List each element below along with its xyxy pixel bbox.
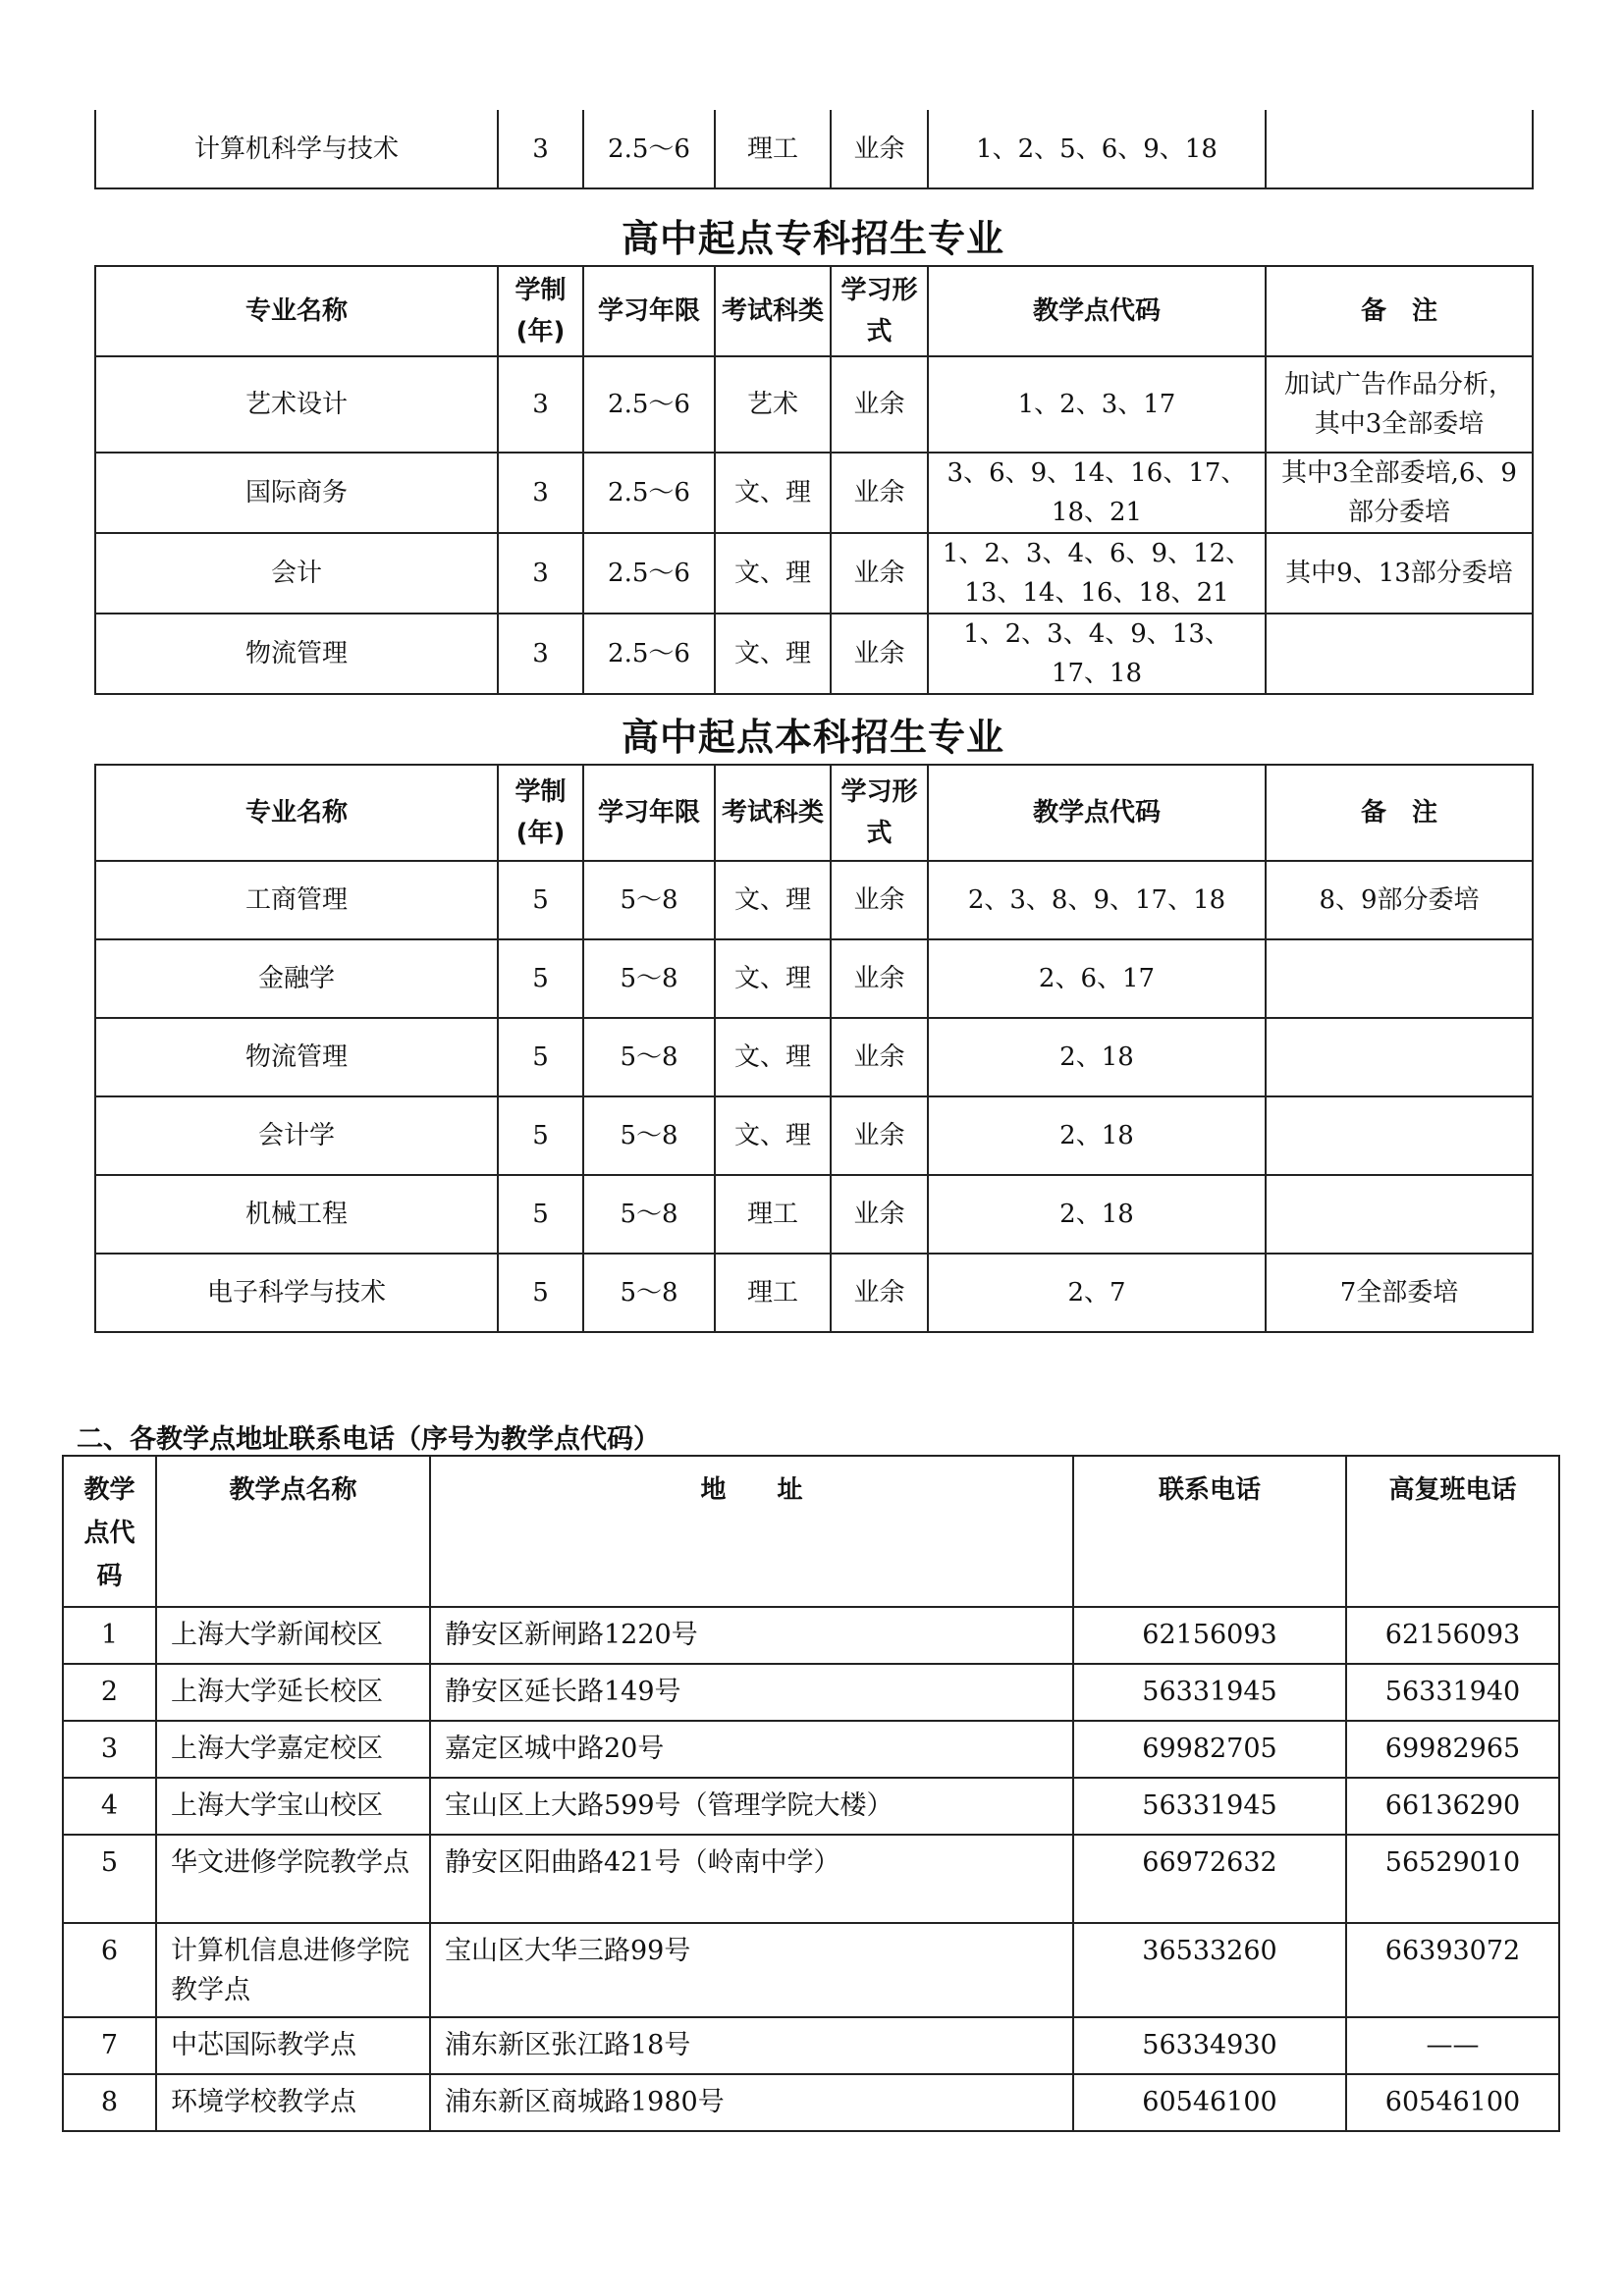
major-name: 艺术设计 <box>95 356 498 453</box>
major-form: 业余 <box>831 110 928 188</box>
table-row <box>63 2017 1559 2074</box>
major-codes: 2、18 <box>928 1096 1266 1175</box>
header-site-phone: 联系电话 <box>1073 1456 1346 1607</box>
site-code: 7 <box>63 2017 156 2074</box>
major-years: 5 <box>498 939 583 1018</box>
site-name: 华文进修学院教学点 <box>156 1835 430 1923</box>
major-codes: 1、2、3、4、6、9、12、13、14、16、18、21 <box>928 533 1266 614</box>
major-years: 3 <box>498 453 583 533</box>
table-header-row <box>63 1456 1559 1607</box>
major-years: 5 <box>498 1096 583 1175</box>
major-name: 物流管理 <box>95 1018 498 1096</box>
major-name: 物流管理 <box>95 614 498 694</box>
major-name: 电子科学与技术 <box>95 1254 498 1332</box>
site-fuxi-phone: 62156093 <box>1346 1607 1559 1664</box>
header-site-address: 地 址 <box>430 1456 1073 1607</box>
site-address: 静安区新闸路1220号 <box>430 1607 1073 1664</box>
major-note: 其中3全部委培,6、9部分委培 <box>1266 453 1533 533</box>
major-name: 金融学 <box>95 939 498 1018</box>
header-form: 学习形式 <box>831 266 928 356</box>
major-exam: 艺术 <box>715 356 831 453</box>
table-row <box>63 1778 1559 1835</box>
major-note: 加试广告作品分析，其中3全部委培 <box>1266 356 1533 453</box>
site-fuxi-phone: 56529010 <box>1346 1835 1559 1923</box>
site-address: 浦东新区张江路18号 <box>430 2017 1073 2074</box>
major-codes: 1、2、5、6、9、18 <box>928 110 1266 188</box>
site-phone: 69982705 <box>1073 1721 1346 1778</box>
major-form: 业余 <box>831 1096 928 1175</box>
site-fuxi-phone: 66136290 <box>1346 1778 1559 1835</box>
major-exam: 文、理 <box>715 533 831 614</box>
site-code: 2 <box>63 1664 156 1721</box>
site-phone: 66972632 <box>1073 1835 1346 1923</box>
table-row <box>95 533 1533 614</box>
table-header-row <box>95 266 1533 356</box>
zhuanke-title: 高中起点专科招生专业 <box>621 217 1004 260</box>
table-row <box>95 1096 1533 1175</box>
header-site-code-text: 教学点代码 <box>83 1475 135 1591</box>
header-codes: 教学点代码 <box>928 266 1266 356</box>
major-note <box>1266 110 1533 188</box>
site-phone: 56331945 <box>1073 1664 1346 1721</box>
major-duration: 2.5～6 <box>583 110 715 188</box>
table-header-row <box>95 765 1533 861</box>
site-phone: 36533260 <box>1073 1923 1346 2017</box>
table-row <box>63 1607 1559 1664</box>
major-exam: 文、理 <box>715 861 831 939</box>
header-codes: 教学点代码 <box>928 765 1266 861</box>
table-row <box>95 861 1533 939</box>
major-form: 业余 <box>831 1175 928 1254</box>
site-fuxi-phone: —— <box>1346 2017 1559 2074</box>
table-row <box>63 1835 1559 1923</box>
table-row <box>63 1721 1559 1778</box>
major-duration: 5～8 <box>583 939 715 1018</box>
site-phone: 60546100 <box>1073 2074 1346 2131</box>
header-site-name: 教学点名称 <box>156 1456 430 1607</box>
major-duration: 5～8 <box>583 1096 715 1175</box>
major-exam: 文、理 <box>715 939 831 1018</box>
major-exam: 文、理 <box>715 1018 831 1096</box>
major-note: 8、9部分委培 <box>1266 861 1533 939</box>
site-address: 宝山区大华三路99号 <box>430 1923 1073 2017</box>
major-years: 3 <box>498 356 583 453</box>
site-address: 静安区阳曲路421号（岭南中学） <box>430 1835 1073 1923</box>
major-note <box>1266 939 1533 1018</box>
zhuanke-table <box>94 265 1534 695</box>
header-note: 备 注 <box>1266 266 1533 356</box>
major-note <box>1266 1096 1533 1175</box>
major-duration: 2.5～6 <box>583 356 715 453</box>
header-note: 备 注 <box>1266 765 1533 861</box>
site-name: 上海大学延长校区 <box>156 1664 430 1721</box>
major-years: 3 <box>498 533 583 614</box>
site-name: 上海大学新闻校区 <box>156 1607 430 1664</box>
major-years: 5 <box>498 861 583 939</box>
major-codes: 2、18 <box>928 1175 1266 1254</box>
site-fuxi-phone: 66393072 <box>1346 1923 1559 2017</box>
major-note <box>1266 1175 1533 1254</box>
major-form: 业余 <box>831 1254 928 1332</box>
site-fuxi-phone: 69982965 <box>1346 1721 1559 1778</box>
header-form: 学习形式 <box>831 765 928 861</box>
header-major: 专业名称 <box>95 266 498 356</box>
site-address: 嘉定区城中路20号 <box>430 1721 1073 1778</box>
table-row <box>95 453 1533 533</box>
major-duration: 5～8 <box>583 1018 715 1096</box>
header-site-fuxi-phone: 高复班电话 <box>1346 1456 1559 1607</box>
major-years: 5 <box>498 1254 583 1332</box>
site-address: 宝山区上大路599号（管理学院大楼） <box>430 1778 1073 1835</box>
site-address: 浦东新区商城路1980号 <box>430 2074 1073 2131</box>
site-code: 5 <box>63 1835 156 1923</box>
major-note: 7全部委培 <box>1266 1254 1533 1332</box>
table-row <box>63 2074 1559 2131</box>
major-codes: 3、6、9、14、16、17、18、21 <box>928 453 1266 533</box>
table-row <box>95 1175 1533 1254</box>
site-name: 上海大学宝山校区 <box>156 1778 430 1835</box>
site-code: 1 <box>63 1607 156 1664</box>
major-years: 5 <box>498 1018 583 1096</box>
sites-heading: 二、各教学点地址联系电话（序号为教学点代码） <box>77 1424 660 1455</box>
benke-title: 高中起点本科招生专业 <box>621 716 1004 759</box>
major-exam: 文、理 <box>715 1096 831 1175</box>
site-name: 上海大学嘉定校区 <box>156 1721 430 1778</box>
sites-table <box>62 1455 1560 2132</box>
table-row <box>95 614 1533 694</box>
table-row <box>95 939 1533 1018</box>
site-address: 静安区延长路149号 <box>430 1664 1073 1721</box>
site-name: 环境学校教学点 <box>156 2074 430 2131</box>
major-name: 会计 <box>95 533 498 614</box>
major-form: 业余 <box>831 533 928 614</box>
major-codes: 2、18 <box>928 1018 1266 1096</box>
major-codes: 2、6、17 <box>928 939 1266 1018</box>
major-name: 计算机科学与技术 <box>95 110 498 188</box>
table-row <box>63 1923 1559 2017</box>
major-duration: 5～8 <box>583 1175 715 1254</box>
major-form: 业余 <box>831 861 928 939</box>
major-form: 业余 <box>831 453 928 533</box>
site-name: 中芯国际教学点 <box>156 2017 430 2074</box>
table-row <box>95 1018 1533 1096</box>
site-fuxi-phone: 60546100 <box>1346 2074 1559 2131</box>
header-duration: 学习年限 <box>583 266 715 356</box>
major-duration: 2.5～6 <box>583 614 715 694</box>
major-exam: 理工 <box>715 110 831 188</box>
table-row <box>95 356 1533 453</box>
major-form: 业余 <box>831 356 928 453</box>
header-site-code <box>63 1456 156 1607</box>
major-years: 5 <box>498 1175 583 1254</box>
site-phone: 56331945 <box>1073 1778 1346 1835</box>
site-phone: 62156093 <box>1073 1607 1346 1664</box>
major-form: 业余 <box>831 939 928 1018</box>
major-codes: 1、2、3、17 <box>928 356 1266 453</box>
site-code: 6 <box>63 1923 156 2017</box>
major-note <box>1266 1018 1533 1096</box>
site-code: 8 <box>63 2074 156 2131</box>
major-duration: 5～8 <box>583 861 715 939</box>
major-codes: 2、7 <box>928 1254 1266 1332</box>
site-code: 4 <box>63 1778 156 1835</box>
benke-table <box>94 764 1534 1333</box>
major-years: 3 <box>498 614 583 694</box>
major-note <box>1266 614 1533 694</box>
site-name: 计算机信息进修学院教学点 <box>156 1923 430 2017</box>
major-duration: 5～8 <box>583 1254 715 1332</box>
header-major: 专业名称 <box>95 765 498 861</box>
major-codes: 2、3、8、9、17、18 <box>928 861 1266 939</box>
major-exam: 理工 <box>715 1175 831 1254</box>
major-form: 业余 <box>831 1018 928 1096</box>
major-name: 机械工程 <box>95 1175 498 1254</box>
site-fuxi-phone: 56331940 <box>1346 1664 1559 1721</box>
major-exam: 理工 <box>715 1254 831 1332</box>
table-row <box>95 1254 1533 1332</box>
header-duration: 学习年限 <box>583 765 715 861</box>
continued-major-table <box>94 110 1534 189</box>
major-name: 会计学 <box>95 1096 498 1175</box>
major-name: 工商管理 <box>95 861 498 939</box>
major-name: 国际商务 <box>95 453 498 533</box>
header-years: 学制(年) <box>498 765 583 861</box>
table-row <box>63 1664 1559 1721</box>
major-duration: 2.5～6 <box>583 533 715 614</box>
site-phone: 56334930 <box>1073 2017 1346 2074</box>
major-exam: 文、理 <box>715 614 831 694</box>
major-form: 业余 <box>831 614 928 694</box>
table-row <box>95 110 1533 188</box>
major-exam: 文、理 <box>715 453 831 533</box>
header-exam: 考试科类 <box>715 266 831 356</box>
header-years: 学制(年) <box>498 266 583 356</box>
major-years: 3 <box>498 110 583 188</box>
major-duration: 2.5～6 <box>583 453 715 533</box>
major-note: 其中9、13部分委培 <box>1266 533 1533 614</box>
major-codes: 1、2、3、4、9、13、17、18 <box>928 614 1266 694</box>
site-code: 3 <box>63 1721 156 1778</box>
header-exam: 考试科类 <box>715 765 831 861</box>
